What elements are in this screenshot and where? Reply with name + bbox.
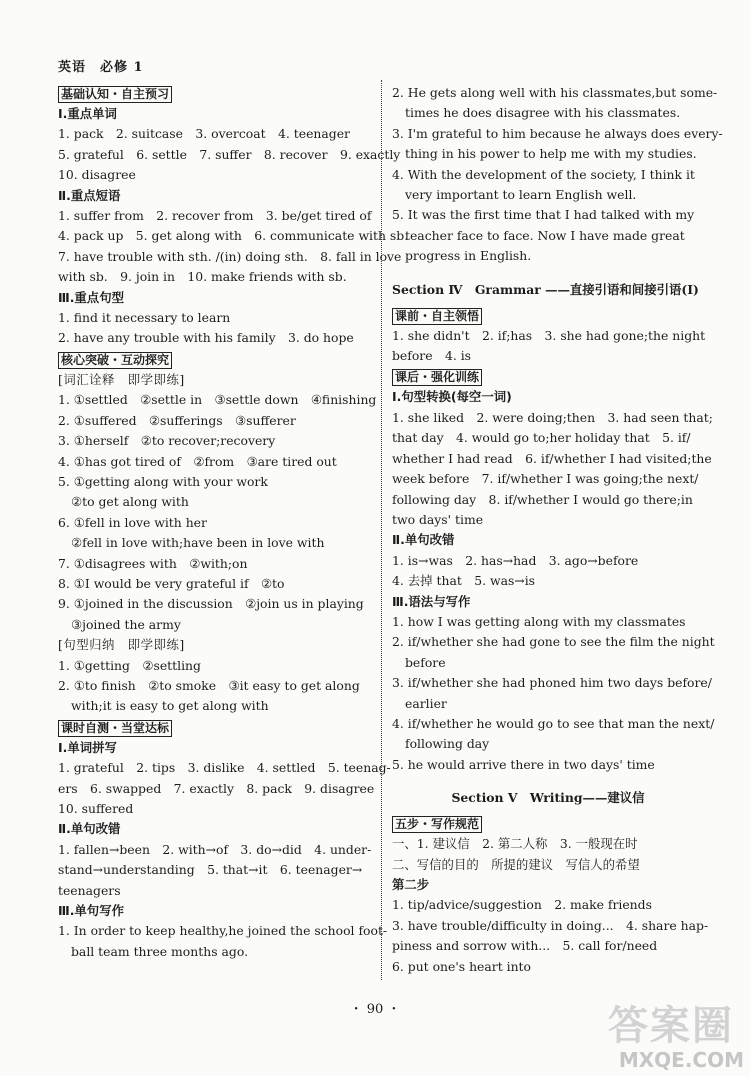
subheading: Ⅱ.单句改错 [392, 532, 455, 548]
answer-line: 1. grateful 2. tips 3. dislike 4. settled 5. teenag- [58, 760, 391, 776]
answer-line: 3. ①herself ②to recover;recovery [58, 433, 276, 449]
spacer [392, 267, 704, 275]
answer-continuation: progress in English. [405, 248, 532, 264]
answer-line: 5. ①getting along with your work [58, 473, 268, 489]
answer-line: 1. how I was getting along with my classmates [392, 613, 686, 629]
answer-line: 一、1. 建议信 2. 第二人称 3. 一般现在时 [392, 836, 638, 852]
answer-line: 3. have trouble/difficulty in doing... 4. share hap- [392, 917, 709, 933]
answer-line: 1. she liked 2. were doing;then 3. had seen that; [392, 409, 713, 425]
answer-line: 2. have any trouble with his family 3. do hope [58, 330, 354, 346]
answer-line: 5. It was the first time that I had talked with my [392, 207, 695, 223]
section-badge-row [58, 717, 376, 738]
answer-line: that day 4. would go to;her holiday that 5. if/ [392, 430, 691, 446]
section-badge-row [58, 83, 376, 104]
answer-line: 4. ①has got tired of ②from ③are tired out [58, 453, 337, 469]
answer-line: 1. fallen→been 2. with→of 3. do→did 4. under- [58, 841, 372, 857]
answer-line: 6. put one's heart into [392, 958, 531, 974]
section-title: Section Ⅴ Writing——建议信 [451, 790, 645, 806]
subheading: Ⅲ.单句写作 [58, 903, 124, 919]
answer-line: ers 6. swapped 7. exactly 8. pack 9. disagree [58, 780, 375, 796]
subheading: Ⅰ.句型转换(每空一词) [392, 389, 512, 405]
answer-line: before 4. is [392, 348, 472, 364]
section-badge: 核心突破・互动探究 [58, 352, 172, 369]
section-badge-row [392, 366, 704, 387]
section-badge-row [392, 813, 704, 834]
answer-line: 7. have trouble with sth. /(in) doing sth. 8. fall in love [58, 248, 402, 264]
section-badge: 课时自测・当堂达标 [58, 720, 172, 737]
answer-line: 2. if/whether she had gone to see the film the night [392, 634, 715, 650]
subheading: Ⅰ.单词拼写 [58, 739, 117, 755]
answer-line: 1. ①settled ②settle in ③settle down ④finishing [58, 392, 377, 408]
answer-line: piness and sorrow with... 5. call for/need [392, 938, 658, 954]
subheading: Ⅱ.重点短语 [58, 187, 121, 203]
answer-continuation: ②fell in love with;have been in love with [71, 535, 325, 551]
answer-continuation: times he does disagree with his classmates. [405, 105, 681, 121]
column-divider [381, 80, 382, 980]
answer-line: 4. 去掉 that 5. was→is [392, 573, 536, 589]
answer-line: 1. is→was 2. has→had 3. ago→before [392, 552, 639, 568]
answer-line: 1. find it necessary to learn [58, 310, 231, 326]
spacer [392, 775, 704, 783]
subheading: Ⅰ.重点单词 [58, 106, 117, 121]
answer-line: 1. ①getting ②settling [58, 657, 201, 673]
answer-line: 8. ①I would be very grateful if ②to [58, 575, 285, 591]
bracket-heading: [句型归纳 即学即练] [58, 637, 185, 653]
answer-line: 4. pack up 5. get along with 6. communicate with sb. [58, 228, 409, 244]
watermark-text: 答案圈 [608, 1003, 734, 1049]
answer-line: 5. grateful 6. settle 7. suffer 8. recover 9. exactly [58, 146, 401, 162]
answer-line: teenagers [58, 882, 121, 898]
answer-line: 7. ①disagrees with ②with;on [58, 555, 248, 571]
watermark-url: MXQE.COM [618, 1048, 744, 1072]
section-badge-row [58, 349, 376, 370]
answer-line: 3. I'm grateful to him because he always does every- [392, 125, 723, 141]
answer-line: week before 7. if/whether I was going;the next/ [392, 471, 699, 487]
bracket-heading: [词汇诠释 即学即练] [58, 371, 185, 387]
answer-line: with sb. 9. join in 10. make friends with sb. [58, 269, 347, 285]
answer-line: 10. suffered [58, 801, 134, 816]
answer-continuation: ③joined the army [71, 616, 181, 632]
section-badge-row [392, 305, 704, 326]
section-badge: 课前・自主领悟 [392, 308, 482, 325]
section-badge: 五步・写作规范 [392, 816, 482, 833]
answer-line: 6. ①fell in love with her [58, 514, 207, 530]
subheading: Ⅱ.单句改错 [58, 821, 121, 837]
subheading: Ⅲ.语法与写作 [392, 593, 471, 609]
answer-line: 5. he would arrive there in two days' time [392, 756, 655, 772]
answer-line: 10. disagree [58, 167, 136, 183]
watermark-logo [594, 994, 744, 1072]
answer-line: following day 8. if/whether I would go there;in [392, 491, 693, 507]
answer-line: 3. if/whether she had phoned him two days before/ [392, 675, 712, 691]
section-title: Section Ⅳ Grammar ——直接引语和间接引语(Ⅰ) [392, 281, 699, 297]
answer-line: 2. ①to finish ②to smoke ③it easy to get along [58, 677, 360, 693]
answer-continuation: very important to learn English well. [405, 187, 637, 203]
answer-continuation: following day [405, 736, 490, 752]
left-column [58, 83, 409, 962]
page-number: ・ 90 ・ [349, 1002, 401, 1017]
answer-line: 1. tip/advice/suggestion 2. make friends [392, 897, 652, 913]
answer-line: 1. suffer from 2. recover from 3. be/get tired of [58, 208, 372, 224]
answer-line: 2. He gets along well with his classmates,but some- [392, 85, 718, 100]
right-column [392, 83, 723, 977]
subheading: Ⅲ.重点句型 [58, 289, 124, 305]
answer-continuation: with;it is easy to get along with [71, 698, 269, 714]
section-badge: 基础认知・自主预习 [58, 86, 172, 103]
answer-line: two days' time [392, 511, 484, 527]
answer-line: stand→understanding 5. that→it 6. teenager→ [58, 862, 363, 878]
answer-line: 1. she didn't 2. if;has 3. she had gone;the night [392, 327, 706, 343]
answer-continuation: before [405, 654, 446, 670]
answer-line: 4. With the development of the society, I think it [392, 166, 695, 182]
answer-line: 9. ①joined in the discussion ②join us in playing [58, 596, 364, 612]
answer-line: 二、写信的目的 所提的建议 写信人的希望 [392, 856, 640, 872]
subheading: 第二步 [392, 877, 430, 892]
answer-continuation: teacher face to face. Now I have made great [405, 227, 685, 243]
section-badge: 课后・强化训练 [392, 369, 482, 386]
answer-continuation: ②to get along with [71, 494, 189, 510]
answer-line: whether I had read 6. if/whether I had visited;the [392, 450, 712, 466]
answer-line: 2. ①suffered ②sufferings ③sufferer [58, 412, 296, 428]
answer-line: 4. if/whether he would go to see that man the next/ [392, 715, 715, 731]
page-header: 英语 必修 1 [58, 60, 144, 75]
answer-line: 1. In order to keep healthy,he joined the school foot- [58, 923, 388, 939]
answer-line: 1. pack 2. suitcase 3. overcoat 4. teenager [58, 126, 350, 142]
answer-continuation: thing in his power to help me with my studies. [405, 146, 697, 162]
answer-continuation: earlier [405, 695, 447, 711]
answer-continuation: ball team three months ago. [71, 943, 249, 959]
